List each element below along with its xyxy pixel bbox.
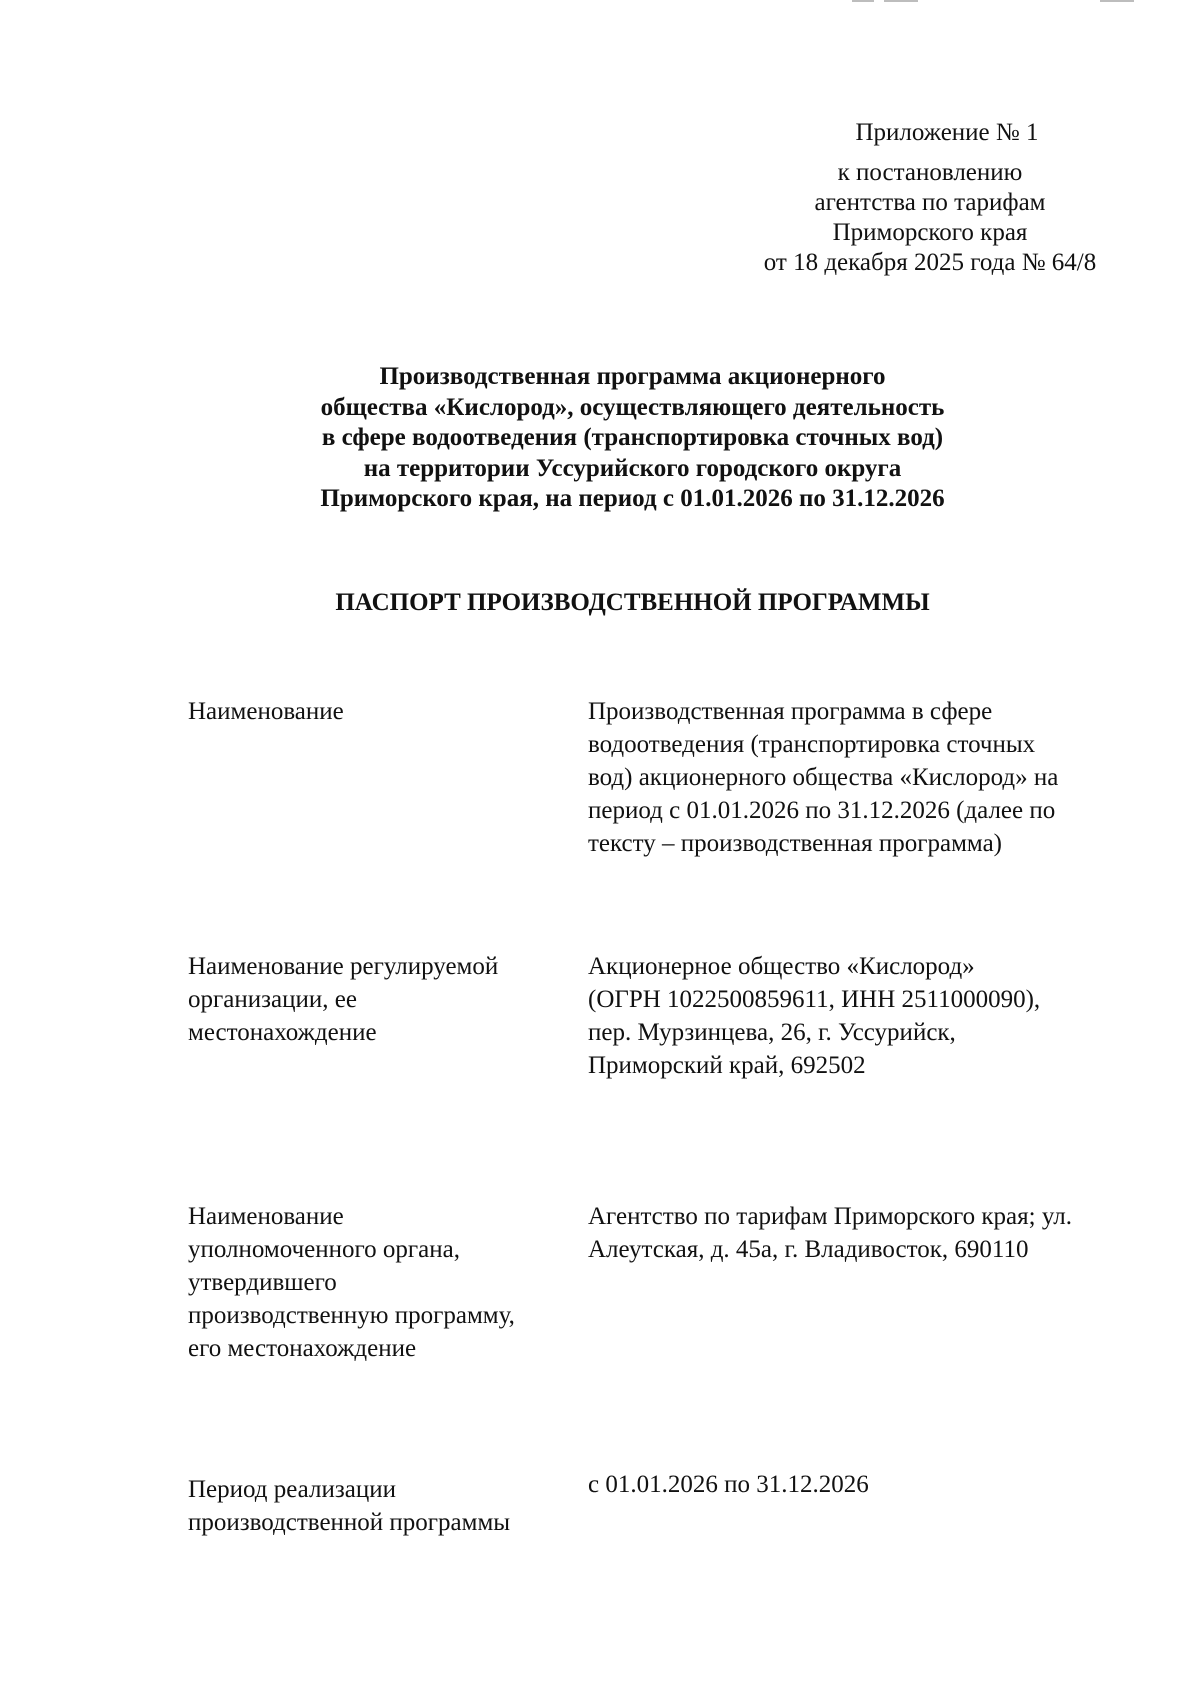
annex-line: агентства по тарифам	[814, 189, 1046, 216]
annex-line: к постановлению	[837, 159, 1023, 186]
annex-line: от 18 декабря 2025 года № 64/8	[763, 249, 1097, 276]
row-label-line: утвердившего	[188, 1269, 337, 1296]
row-value	[588, 1468, 1148, 1501]
row-value-line: Приморский край, 692502	[588, 1052, 866, 1079]
program-title	[230, 362, 1035, 515]
row-value-line: Производственная программа в сфере	[588, 698, 993, 725]
row-label-line: Наименование	[188, 698, 344, 725]
row-label-line: местонахождение	[188, 1019, 377, 1046]
scan-artifact	[884, 0, 918, 2]
program-title-line: на территории Уссурийского городского округа	[363, 454, 902, 482]
scan-artifact	[852, 0, 874, 2]
row-label-line: его местонахождение	[188, 1335, 417, 1362]
row-label-line: Наименование регулируемой	[188, 953, 499, 980]
row-value-line: Алеутская, д. 45а, г. Владивосток, 690110	[588, 1236, 1029, 1263]
row-value-line: вод) акционерного общества «Кислород» на	[588, 764, 1059, 791]
row-label	[188, 1473, 558, 1539]
row-label-line: Наименование	[188, 1203, 344, 1230]
row-value	[588, 1200, 1148, 1266]
program-title-line: общества «Кислород», осуществляющего деятельность	[320, 393, 945, 421]
row-value	[588, 950, 1148, 1082]
row-label-line: производственной программы	[188, 1509, 511, 1536]
program-title-line: Приморского края, на период с 01.01.2026 по 31.12.2026	[320, 485, 945, 512]
row-value-line: водоотведения (транспортировка сточных	[588, 731, 1036, 758]
row-label	[188, 1200, 558, 1365]
row-value-line: с 01.01.2026 по 31.12.2026	[588, 1471, 869, 1498]
row-value-line: период с 01.01.2026 по 31.12.2026 (далее по	[588, 797, 1056, 824]
row-value-line: тексту – производственная программа)	[588, 830, 1003, 857]
annex-line: Приморского края	[832, 219, 1028, 246]
row-value-line: (ОГРН 1022500859611, ИНН 2511000090),	[588, 986, 1041, 1013]
row-label-line: производственную программу,	[188, 1302, 515, 1329]
scan-artifact	[1100, 0, 1134, 2]
row-label-line: уполномоченного органа,	[188, 1236, 460, 1263]
program-title-line: Производственная программа акционерного	[379, 363, 886, 390]
passport-heading: ПАСПОРТ ПРОИЗВОДСТВЕННОЙ ПРОГРАММЫ	[335, 589, 930, 616]
row-label-line: организации, ее	[188, 986, 357, 1013]
program-title-line: в сфере водоотведения (транспортировка сточных вод)	[321, 424, 944, 451]
row-value-line: пер. Мурзинцева, 26, г. Уссурийск,	[588, 1019, 956, 1046]
row-label-line: Период реализации	[188, 1476, 396, 1503]
annex-title: Приложение № 1	[855, 119, 1039, 146]
annex-block	[700, 118, 1160, 278]
row-label	[188, 695, 558, 728]
row-label	[188, 950, 558, 1049]
row-value	[588, 695, 1148, 860]
row-value-line: Агентство по тарифам Приморского края; ул.	[588, 1203, 1072, 1230]
row-value-line: Акционерное общество «Кислород»	[588, 953, 975, 980]
